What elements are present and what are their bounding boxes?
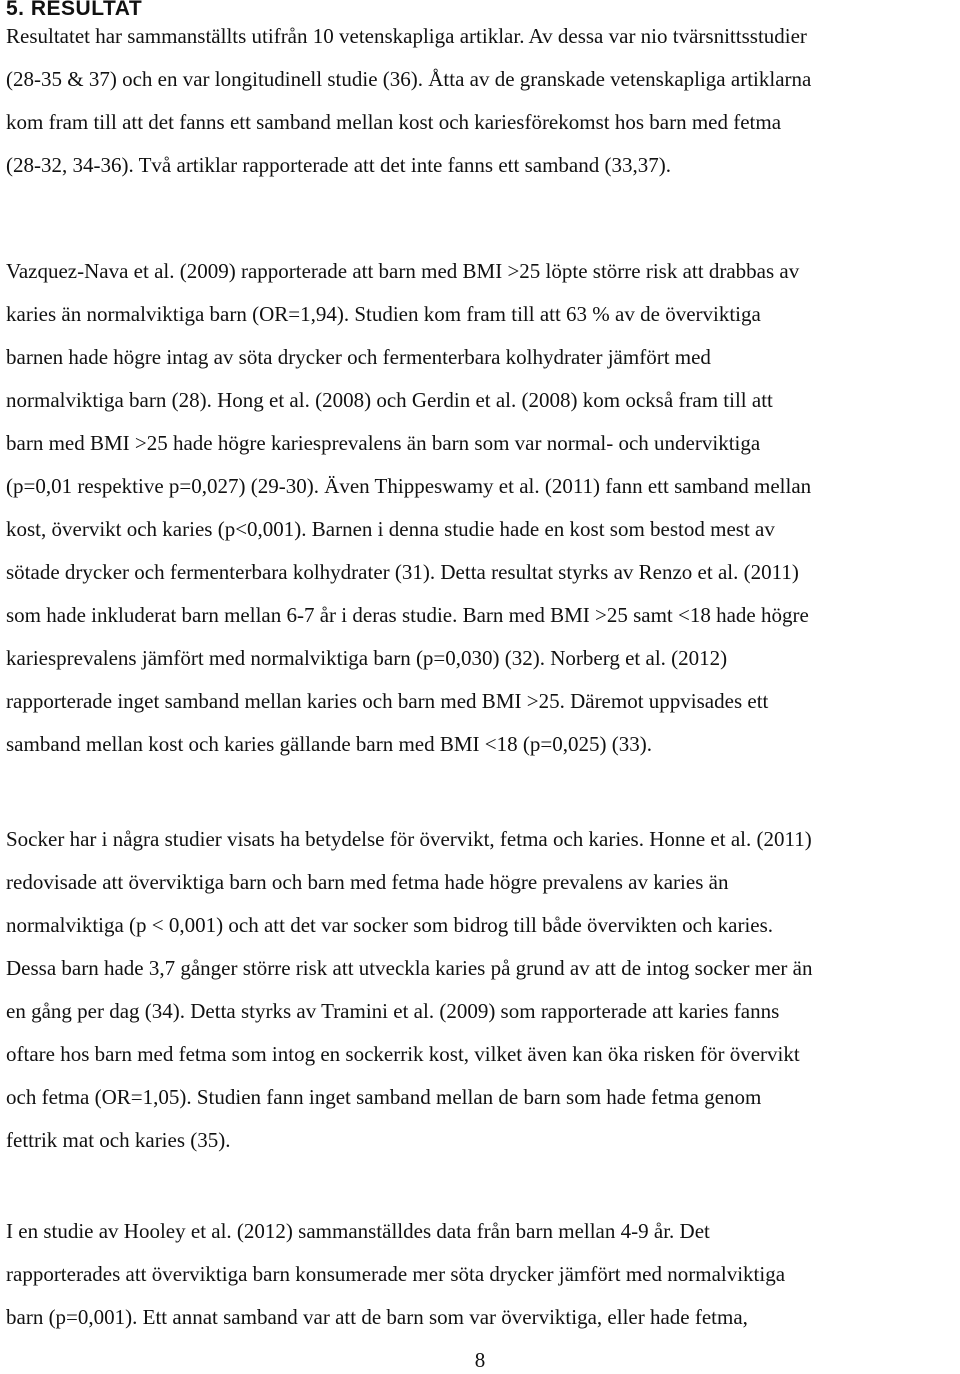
text-line: en gång per dag (34). Detta styrks av Tramini et al. (2009) som rapporterade att karies fanns: [6, 999, 780, 1023]
text-line: rapporterade inget samband mellan karies och barn med BMI >25. Däremot uppvisades ett: [6, 689, 769, 713]
text-line: kost, övervikt och karies (p<0,001). Barnen i denna studie hade en kost som bestod mest av: [6, 517, 775, 541]
text-line: redovisade att överviktiga barn och barn med fetma hade högre prevalens av karies än: [6, 870, 729, 894]
text-line: Dessa barn hade 3,7 gånger större risk att utveckla karies på grund av att de intog socker mer än: [6, 956, 813, 980]
text-line: barn med BMI >25 hade högre kariesprevalens än barn som var normal- och underviktiga: [6, 431, 761, 455]
text-line: rapporterades att överviktiga barn konsumerade mer söta drycker jämfört med normalviktiga: [6, 1262, 786, 1286]
text-line: Vazquez-Nava et al. (2009) rapporterade att barn med BMI >25 löpte större risk att drabbas av: [6, 259, 800, 283]
text-line: kariesprevalens jämfört med normalviktiga barn (p=0,030) (32). Norberg et al. (2012): [6, 646, 728, 670]
text-line: barnen hade högre intag av söta drycker och fermenterbara kolhydrater jämfört med: [6, 345, 711, 369]
text-line: barn (p=0,001). Ett annat samband var att de barn som var överviktiga, eller hade fetma,: [6, 1305, 748, 1329]
text-line: Socker har i några studier visats ha betydelse för övervikt, fetma och karies. Honne et al. (2011): [6, 827, 812, 851]
text-line: sötade drycker och fermenterbara kolhydrater (31). Detta resultat styrks av Renzo et al. (2011): [6, 560, 799, 584]
text-line: samband mellan kost och karies gällande barn med BMI <18 (p=0,025) (33).: [6, 732, 652, 756]
paragraph-1: [6, 15, 956, 187]
text-line: oftare hos barn med fetma som intog en sockerrik kost, vilket även kan öka risken för övervikt: [6, 1042, 800, 1066]
text-line: som hade inkluderat barn mellan 6-7 år i deras studie. Barn med BMI >25 samt <18 hade högre: [6, 603, 809, 627]
text-line: fettrik mat och karies (35).: [6, 1128, 231, 1152]
section-heading: 5. RESULTAT: [6, 0, 143, 20]
text-line: (28-35 & 37) och en var longitudinell studie (36). Åtta av de granskade vetenskapliga artiklarna: [6, 67, 812, 91]
text-line: och fetma (OR=1,05). Studien fann inget samband mellan de barn som hade fetma genom: [6, 1085, 762, 1109]
paragraph-3: [6, 818, 956, 1162]
page-number: 8: [474, 1348, 486, 1372]
paragraph-4: [6, 1210, 956, 1339]
text-line: normalviktiga (p < 0,001) och att det var socker som bidrog till både övervikten och karies.: [6, 913, 774, 937]
text-line: (p=0,01 respektive p=0,027) (29-30). Även Thippeswamy et al. (2011) fann ett samband mellan: [6, 474, 812, 498]
text-line: (28-32, 34-36). Två artiklar rapporterade att det inte fanns ett samband (33,37).: [6, 153, 671, 177]
text-line: Resultatet har sammanställts utifrån 10 vetenskapliga artiklar. Av dessa var nio tvärsnittsstudier: [6, 24, 807, 48]
text-line: normalviktiga barn (28). Hong et al. (2008) och Gerdin et al. (2008) kom också fram till att: [6, 388, 773, 412]
text-line: I en studie av Hooley et al. (2012) sammanställdes data från barn mellan 4-9 år. Det: [6, 1219, 710, 1243]
text-line: kom fram till att det fanns ett samband mellan kost och kariesförekomst hos barn med fetma: [6, 110, 782, 134]
text-line: karies än normalviktiga barn (OR=1,94). Studien kom fram till att 63 % av de överviktiga: [6, 302, 761, 326]
paragraph-2: [6, 250, 956, 766]
